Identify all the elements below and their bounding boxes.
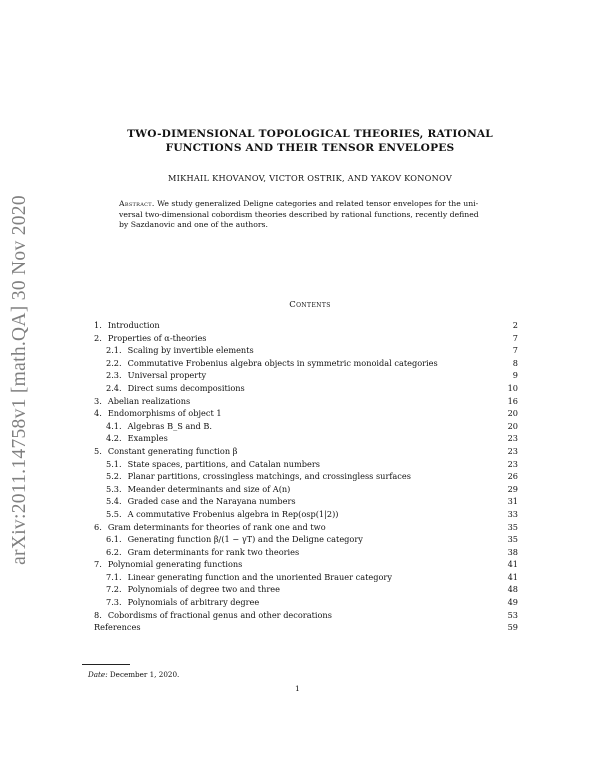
toc-entry[interactable]: [94, 583, 518, 596]
toc-entry-title: Gram determinants for rank two theories: [127, 546, 300, 557]
toc-entry[interactable]: [94, 521, 518, 534]
toc-entry[interactable]: [94, 508, 518, 521]
toc-entry-title: Polynomials of degree two and three: [127, 584, 280, 595]
toc-entry-title: Graded case and the Narayana numbers: [127, 496, 296, 507]
toc-entry-page: 23: [507, 458, 518, 469]
toc-entry-title: Endomorphisms of object 1: [107, 408, 222, 419]
toc-entry[interactable]: [94, 420, 518, 433]
toc-entry-number: 2.2.: [106, 357, 122, 368]
toc-entry[interactable]: [94, 382, 518, 395]
toc-entry[interactable]: [94, 369, 518, 382]
toc-entry-page: 48: [507, 584, 518, 595]
abstract-text: We study generalized Deligne categories and related tensor envelopes for the uni-: [157, 199, 479, 208]
footnote-text: December 1, 2020.: [109, 670, 180, 679]
toc-entry-page: 59: [507, 622, 518, 633]
toc-entry[interactable]: [94, 533, 518, 546]
toc-entry-number: 2.3.: [106, 370, 122, 381]
toc-entry-title: Generating function β/(1 − γT) and the Deligne category: [127, 534, 363, 545]
toc-entry-number: 6.: [94, 521, 102, 532]
toc-entry-page: 31: [507, 496, 518, 507]
toc-entry-title: Algebras B_S and B.: [127, 420, 213, 431]
footnote: [88, 670, 179, 679]
toc-entry-number: 6.1.: [106, 534, 122, 545]
toc-entry-page: 16: [507, 395, 518, 406]
toc-entry[interactable]: [94, 445, 518, 458]
toc-entry-title: A commutative Frobenius algebra in Rep(osp(1|2)): [127, 508, 339, 519]
toc-entry[interactable]: [94, 407, 518, 420]
toc-entry-title: Commutative Frobenius algebra objects in symmetric monoidal categories: [127, 357, 438, 368]
toc-entry-page: 20: [507, 408, 518, 419]
toc-entry-title: Universal property: [127, 370, 207, 381]
toc-entry-number: 1.: [94, 320, 102, 330]
toc-entry-page: 33: [507, 508, 518, 519]
toc-entry[interactable]: [94, 609, 518, 622]
toc-entry[interactable]: [94, 571, 518, 584]
toc-entry-title: State spaces, partitions, and Catalan numbers: [127, 458, 320, 469]
toc-entry-number: 5.2.: [106, 471, 122, 482]
toc-entry-number: 7.1.: [106, 571, 122, 582]
toc-entry-number: 2.: [94, 332, 102, 343]
toc-entry-number: 4.1.: [106, 420, 122, 431]
toc-entry-title: Linear generating function and the unoriented Brauer category: [127, 571, 392, 582]
paper-title: [100, 127, 520, 155]
toc-entry-number: 4.2.: [106, 433, 122, 444]
toc-entry-number: 8.: [94, 609, 102, 620]
title-line: FUNCTIONS AND THEIR TENSOR ENVELOPES: [165, 142, 455, 154]
toc-entry-title: Direct sums decompositions: [127, 382, 245, 393]
footnote-rule: [82, 664, 130, 665]
toc-entry[interactable]: [94, 558, 518, 571]
toc-entry-number: 5.: [94, 445, 102, 456]
toc-entry-page: 7: [512, 345, 518, 356]
arxiv-stamp-text: arXiv:2011.14758v1 [math.QA] 30 Nov 2020: [9, 195, 31, 565]
table-of-contents: [94, 319, 518, 634]
abstract-line: [119, 199, 502, 210]
toc-entry-page: 23: [507, 445, 518, 456]
arxiv-stamp: [2, 190, 38, 570]
toc-entry-title: Examples: [127, 433, 168, 444]
toc-entry[interactable]: [94, 458, 518, 471]
toc-entry-number: 3.: [94, 395, 102, 406]
abstract-line: by Sazdanovic and one of the authors.: [119, 220, 268, 230]
toc-entry-title: Introduction: [107, 320, 160, 330]
toc-entry[interactable]: [94, 621, 518, 634]
footnote-label: Date:: [88, 670, 108, 679]
toc-entry-number: 2.4.: [106, 382, 122, 393]
toc-entry[interactable]: [94, 357, 518, 370]
toc-entry-title: Meander determinants and size of A(n): [127, 483, 291, 494]
toc-entry-page: 35: [507, 534, 518, 545]
contents-heading: Contents: [289, 300, 331, 310]
abstract-line: versal two-dimensional cobordism theories described by rational functions, recently defined: [119, 209, 479, 219]
toc-entry[interactable]: [94, 332, 518, 345]
toc-entry-page: 8: [512, 357, 518, 368]
toc-entry-number: 5.4.: [106, 496, 122, 507]
toc-entry[interactable]: [94, 495, 518, 508]
toc-entry-page: 38: [507, 546, 518, 557]
toc-entry-title: Polynomial generating functions: [107, 559, 243, 570]
title-line: TWO-DIMENSIONAL TOPOLOGICAL THEORIES, RATIONAL: [127, 128, 493, 140]
toc-entry-number: 7.: [94, 559, 102, 570]
toc-entry-page: 53: [507, 609, 518, 620]
authors: MIKHAIL KHOVANOV, VICTOR OSTRIK, AND YAKOV KONONOV: [168, 173, 452, 183]
toc-entry-number: 4.: [94, 408, 102, 419]
toc-entry[interactable]: [94, 483, 518, 496]
toc-entry-number: 5.1.: [106, 458, 122, 469]
toc-entry[interactable]: [94, 344, 518, 357]
abstract: [119, 199, 502, 231]
toc-entry-number: 6.2.: [106, 546, 122, 557]
toc-entry-title: Properties of α-theories: [107, 332, 207, 343]
toc-entry-page: 7: [512, 332, 518, 343]
toc-entry-title: Planar partitions, crossingless matchings, and crossingless surfaces: [127, 471, 411, 482]
toc-entry-title: Gram determinants for theories of rank one and two: [107, 521, 326, 532]
toc-entry-page: 29: [507, 483, 518, 494]
toc-entry-page: 10: [507, 382, 518, 393]
abstract-label: Abstract.: [119, 199, 155, 208]
toc-entry-title: References: [94, 622, 141, 633]
toc-entry[interactable]: [94, 319, 518, 332]
toc-entry-page: 9: [512, 370, 518, 381]
toc-entry-number: 7.2.: [106, 584, 122, 595]
toc-entry-page: 23: [507, 433, 518, 444]
toc-entry[interactable]: [94, 470, 518, 483]
toc-entry-number: 5.5.: [106, 508, 122, 519]
toc-entry-page: 41: [507, 571, 518, 582]
toc-entry[interactable]: [94, 546, 518, 559]
toc-entry-page: 41: [507, 559, 518, 570]
toc-entry-title: Polynomials of arbitrary degree: [127, 597, 260, 608]
toc-entry-page: 2: [512, 320, 518, 330]
toc-entry-number: 7.3.: [106, 597, 122, 608]
toc-entry-page: 49: [507, 597, 518, 608]
toc-entry-title: Constant generating function β: [107, 445, 238, 456]
toc-entry[interactable]: [94, 395, 518, 408]
toc-entry-number: 2.1.: [106, 345, 122, 356]
toc-entry[interactable]: [94, 596, 518, 609]
toc-entry-title: Scaling by invertible elements: [127, 345, 254, 356]
toc-entry[interactable]: [94, 432, 518, 445]
page-number: 1: [295, 684, 300, 693]
toc-entry-title: Cobordisms of fractional genus and other decorations: [107, 609, 332, 620]
toc-entry-page: 20: [507, 420, 518, 431]
toc-entry-title: Abelian realizations: [107, 395, 191, 406]
toc-entry-number: 5.3.: [106, 483, 122, 494]
toc-entry-page: 26: [507, 471, 518, 482]
toc-entry-page: 35: [507, 521, 518, 532]
